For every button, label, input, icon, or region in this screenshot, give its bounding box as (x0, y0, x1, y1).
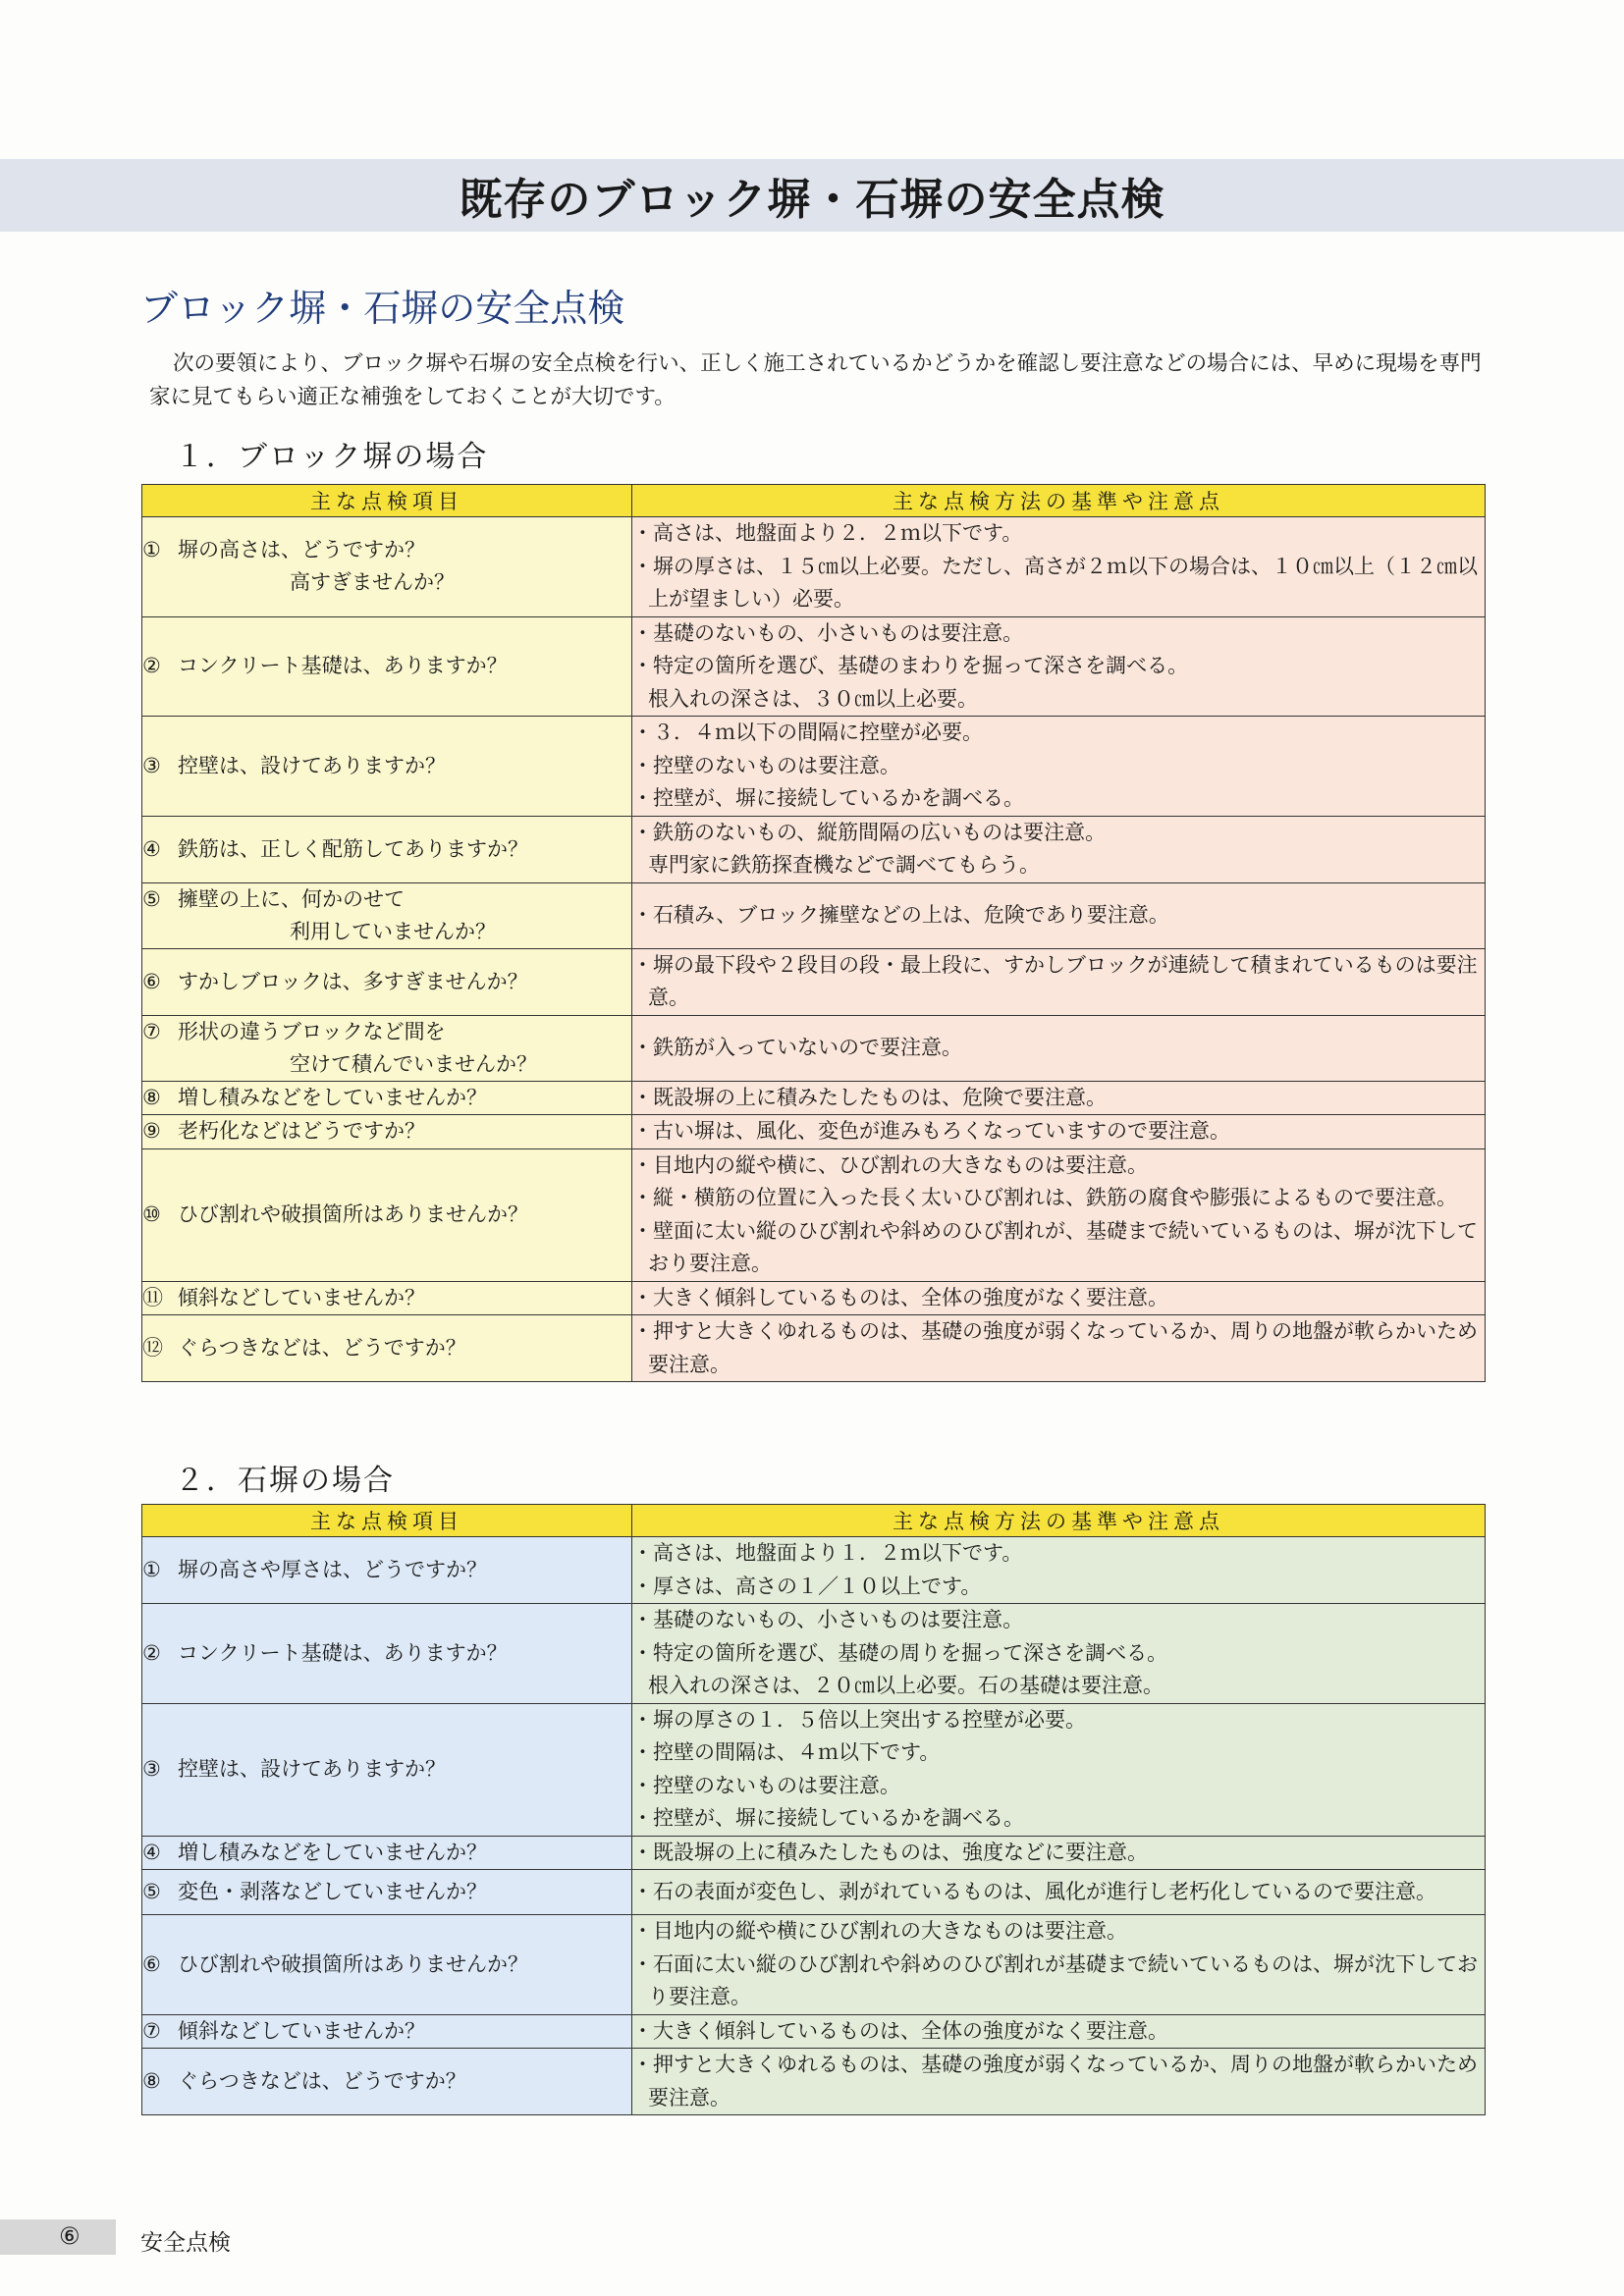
check-method-cell (632, 1281, 1486, 1315)
check-item-text: ぐらつきなどは、どうですか？ (178, 1336, 466, 1360)
footer-page-number: ⑥ (59, 2222, 81, 2250)
table-row (142, 2014, 1486, 2049)
check-item-cell (142, 1703, 632, 1836)
check-method-line: ・古い塀は、風化、変色が進みもろくなっていますので要注意。 (632, 1119, 1230, 1143)
check-item-cell (142, 1315, 632, 1382)
check-item-cell (142, 1115, 632, 1149)
check-method-line: ・控壁のないものは要注意。 (632, 1773, 900, 1797)
item-number: ⑧ (142, 2069, 161, 2093)
check-item-text: 変色・剥落などしていませんか？ (178, 1880, 487, 1903)
item-number: ⑧ (142, 1085, 161, 1109)
check-item-line (142, 750, 631, 782)
table-row (142, 1148, 1486, 1281)
check-method-line: 専門家に鉄筋探査機などで調べてもらう。 (648, 853, 1040, 877)
check-item-line (142, 2065, 631, 2098)
table-row (142, 1315, 1486, 1382)
check-item-text: すかしブロックは、多すぎませんか？ (178, 969, 528, 993)
check-method-cell (632, 1870, 1486, 1915)
check-method-cell (632, 2014, 1486, 2049)
check-item-line (142, 1332, 631, 1364)
check-method-line: ・高さは、地盤面より１．２ｍ以下です。 (632, 1541, 1023, 1565)
footer-page-number-box (0, 2219, 116, 2255)
check-item-line (142, 1282, 631, 1314)
item-number: ⑥ (142, 1951, 161, 1976)
check-method-line: ・縦・横筋の位置に入った長く太いひび割れは、鉄筋の腐食や膨張によるもので要注意。 (632, 1186, 1457, 1209)
check-item-cell (142, 1604, 632, 1704)
item-number: ⑦ (142, 2018, 161, 2043)
column-header-check-item: 主な点検項目 (142, 485, 632, 517)
table-row (142, 1836, 1486, 1870)
check-method-cell (632, 1015, 1486, 1081)
check-method-line: ・特定の箇所を選び、基礎のまわりを掘って深さを調べる。 (632, 654, 1189, 677)
check-item-text: ひび割れや破損箇所はありませんか？ (178, 1202, 528, 1226)
table-row (142, 616, 1486, 717)
check-item-line (142, 1949, 631, 1981)
check-item-text: ぐらつきなどは、どうですか？ (178, 2069, 466, 2093)
check-item-cell (142, 1915, 632, 2015)
check-item-text-continued: 空けて積んでいませんか？ (290, 1051, 537, 1076)
check-item-cell (142, 1281, 632, 1315)
check-item-cell (142, 1537, 632, 1604)
page-title-banner (0, 159, 1624, 232)
check-item-line (142, 1637, 631, 1670)
check-item-text: 塀の高さは、どうですか？ (178, 538, 425, 562)
block-wall-checklist-table (141, 484, 1486, 1382)
check-item-line (142, 1016, 631, 1048)
check-method-line: ・基礎のないもの、小さいものは要注意。 (632, 620, 1024, 645)
check-method-line: ・塀の最下段や２段目の段・最上段に、すかしブロックが連続して積まれているものは要注意。 (632, 952, 1478, 1009)
check-method-line: ・控壁が、塀に接続しているかを調べる。 (632, 1806, 1024, 1830)
check-item-line (142, 534, 631, 566)
check-method-line: ・鉄筋が入っていないので要注意。 (632, 1035, 962, 1059)
check-item-text: 傾斜などしていませんか？ (178, 1285, 425, 1309)
check-method-line: ・高さは、地盤面より２．２ｍ以下です。 (632, 521, 1023, 545)
item-number: ② (142, 1640, 161, 1665)
check-item-line (142, 2015, 631, 2048)
item-number: ② (142, 654, 161, 678)
check-method-line: ・押すと大きくゆれるものは、基礎の強度が弱くなっているか、周りの地盤が軟らかいため要注意。 (632, 2053, 1478, 2109)
check-method-line: 根入れの深さは、２０㎝以上必要。石の基礎は要注意。 (648, 1674, 1164, 1697)
check-item-line (142, 1876, 631, 1908)
check-item-text: 形状の違うブロックなど間を (178, 1019, 446, 1043)
check-method-line: ・厚さは、高さの１／１０以上です。 (632, 1574, 982, 1598)
check-item-text: 控壁は、設けてありますか？ (178, 753, 446, 777)
item-number: ⑥ (142, 969, 161, 993)
table-row (142, 1281, 1486, 1315)
check-method-line: ・石積み、ブロック擁壁などの上は、危険であり要注意。 (632, 902, 1169, 927)
check-item-cell (142, 882, 632, 948)
check-item-cell (142, 1081, 632, 1115)
check-item-text: コンクリート基礎は、ありますか？ (178, 654, 508, 678)
check-method-line: ・大きく傾斜しているものは、全体の強度がなく要注意。 (632, 1285, 1168, 1309)
check-item-line (142, 650, 631, 682)
check-item-line (142, 1753, 631, 1786)
item-number: ③ (142, 1757, 161, 1781)
check-method-line: ・３．４ｍ以下の間隔に控壁が必要。 (632, 721, 983, 744)
check-method-cell (632, 1703, 1486, 1836)
table-row (142, 1870, 1486, 1915)
check-item-text: 鉄筋は、正しく配筋してありますか？ (178, 836, 528, 861)
check-item-cell (142, 1870, 632, 1915)
check-item-line (142, 1837, 631, 1869)
check-method-cell (632, 1537, 1486, 1604)
check-item-text: 控壁は、設けてありますか？ (178, 1757, 446, 1781)
check-item-line (142, 883, 631, 916)
column-header-check-method: 主な点検方法の基準や注意点 (632, 1505, 1486, 1537)
check-method-line: ・基礎のないもの、小さいものは要注意。 (632, 1608, 1024, 1631)
item-number: ① (142, 538, 161, 562)
check-method-line: ・壁面に太い縦のひび割れや斜めのひび割れが、基礎まで続いているものは、塀が沈下しており要注意。 (632, 1218, 1478, 1275)
item-number: ⑪ (142, 1285, 163, 1309)
check-method-line: ・石面に太い縦のひび割れや斜めのひび割れが基礎まで続いているものは、塀が沈下しており要注意。 (632, 1951, 1478, 2008)
check-method-cell (632, 517, 1486, 617)
table-row (142, 1115, 1486, 1149)
check-item-text: 擁壁の上に、何かのせて (178, 886, 405, 911)
block-wall-heading: １．ブロック塀の場合 (175, 440, 489, 474)
page-title: 既存のブロック塀・石塀の安全点検 (459, 175, 1165, 225)
check-method-cell (632, 2049, 1486, 2115)
item-number: ⑤ (142, 886, 161, 911)
check-item-text: 傾斜などしていませんか？ (178, 2018, 425, 2043)
table-row (142, 882, 1486, 948)
column-header-check-method: 主な点検方法の基準や注意点 (632, 485, 1486, 517)
check-item-text: コンクリート基礎は、ありますか？ (178, 1640, 508, 1665)
check-item-text: 増し積みなどをしていませんか？ (178, 1840, 487, 1864)
check-item-cell (142, 816, 632, 882)
check-method-cell (632, 1081, 1486, 1115)
check-item-cell (142, 948, 632, 1015)
check-item-cell (142, 1015, 632, 1081)
table-row (142, 517, 1486, 617)
check-method-cell (632, 882, 1486, 948)
table-row (142, 2049, 1486, 2115)
check-item-text: 塀の高さや厚さは、どうですか？ (178, 1558, 487, 1581)
check-method-line: ・鉄筋のないもの、縦筋間隔の広いものは要注意。 (632, 820, 1107, 844)
intro-paragraph: 次の要領により、ブロック塀や石塀の安全点検を行い、正しく施工されているかどうかを確認し要注意などの場合には、早めに現場を専門家に見てもらい適正な補強をしておくことが大切です。 (149, 351, 1482, 409)
check-method-cell (632, 616, 1486, 717)
section-heading: ブロック塀・石塀の安全点検 (140, 287, 625, 330)
item-number: ⑤ (142, 1880, 161, 1903)
table-row (142, 1537, 1486, 1604)
check-method-line: ・既設塀の上に積みたしたものは、危険で要注意。 (632, 1085, 1107, 1109)
check-item-cell (142, 517, 632, 617)
check-method-line: ・目地内の縦や横に、ひび割れの大きなものは要注意。 (632, 1152, 1148, 1177)
footer-label: 安全点検 (140, 2230, 231, 2256)
item-number: ⑩ (142, 1202, 161, 1226)
table-header-row (142, 1505, 1486, 1537)
table-row (142, 816, 1486, 882)
check-method-line: ・控壁が、塀に接続しているかを調べる。 (632, 786, 1024, 810)
item-number: ⑦ (142, 1019, 161, 1043)
item-number: ⑨ (142, 1119, 161, 1144)
check-item-text-continued: 高すぎませんか？ (290, 570, 455, 595)
check-method-cell (632, 816, 1486, 882)
item-number: ① (142, 1558, 161, 1581)
check-method-line: ・押すと大きくゆれるものは、基礎の強度が弱くなっているか、周りの地盤が軟らかいため要注意。 (632, 1319, 1478, 1376)
stone-wall-checklist-table (141, 1504, 1486, 2115)
item-number: ④ (142, 836, 161, 861)
check-method-line: 根入れの深さは、３０㎝以上必要。 (648, 686, 978, 711)
item-number: ③ (142, 753, 161, 777)
check-item-cell (142, 616, 632, 717)
table-row (142, 1703, 1486, 1836)
item-number: ⑫ (142, 1336, 163, 1360)
table-row (142, 1081, 1486, 1115)
check-item-cell (142, 2014, 632, 2049)
check-item-line (142, 1082, 631, 1114)
check-method-cell (632, 1115, 1486, 1149)
check-item-line (142, 1199, 631, 1231)
check-method-cell (632, 948, 1486, 1015)
table-header-row (142, 485, 1486, 517)
item-number: ④ (142, 1840, 161, 1864)
check-item-line (142, 966, 631, 998)
check-method-cell (632, 1604, 1486, 1704)
check-item-line (142, 833, 631, 866)
check-method-line: ・控壁の間隔は、４ｍ以下です。 (632, 1740, 941, 1764)
check-item-line (142, 1554, 631, 1586)
check-method-cell (632, 1915, 1486, 2015)
check-item-cell (142, 717, 632, 817)
check-method-line: ・大きく傾斜しているものは、全体の強度がなく要注意。 (632, 2018, 1168, 2043)
column-header-check-item: 主な点検項目 (142, 1505, 632, 1537)
check-method-cell (632, 1836, 1486, 1870)
check-method-line: ・控壁のないものは要注意。 (632, 753, 900, 777)
table-row (142, 1604, 1486, 1704)
table-row (142, 717, 1486, 817)
check-method-line: ・既設塀の上に積みたしたものは、強度などに要注意。 (632, 1840, 1148, 1864)
check-method-cell (632, 1148, 1486, 1281)
check-method-line: ・目地内の縦や横にひび割れの大きなものは要注意。 (632, 1919, 1127, 1943)
check-method-cell (632, 717, 1486, 817)
check-item-text: 老朽化などはどうですか？ (178, 1119, 425, 1144)
check-method-line: ・石の表面が変色し、剥がれているものは、風化が進行し老朽化しているので要注意。 (632, 1879, 1436, 1903)
table-row (142, 948, 1486, 1015)
check-item-line (142, 1115, 631, 1148)
stone-wall-heading: ２．石塀の場合 (175, 1464, 395, 1498)
check-method-line: ・塀の厚さの１．５倍以上突出する控壁が必要。 (632, 1707, 1086, 1732)
check-method-line: ・特定の箇所を選び、基礎の周りを掘って深さを調べる。 (632, 1640, 1168, 1665)
check-item-text-continued: 利用していませんか？ (290, 919, 496, 943)
check-item-text: 増し積みなどをしていませんか？ (178, 1085, 487, 1109)
check-item-cell (142, 1836, 632, 1870)
check-item-text: ひび割れや破損箇所はありませんか？ (178, 1951, 528, 1976)
check-item-cell (142, 1148, 632, 1281)
table-row (142, 1915, 1486, 2015)
check-method-line: ・塀の厚さは、１５㎝以上必要。ただし、高さが２ｍ以下の場合は、１０㎝以上（１２㎝以上が望ましい）必要。 (632, 554, 1478, 611)
check-method-cell (632, 1315, 1486, 1382)
check-item-cell (142, 2049, 632, 2115)
table-row (142, 1015, 1486, 1081)
